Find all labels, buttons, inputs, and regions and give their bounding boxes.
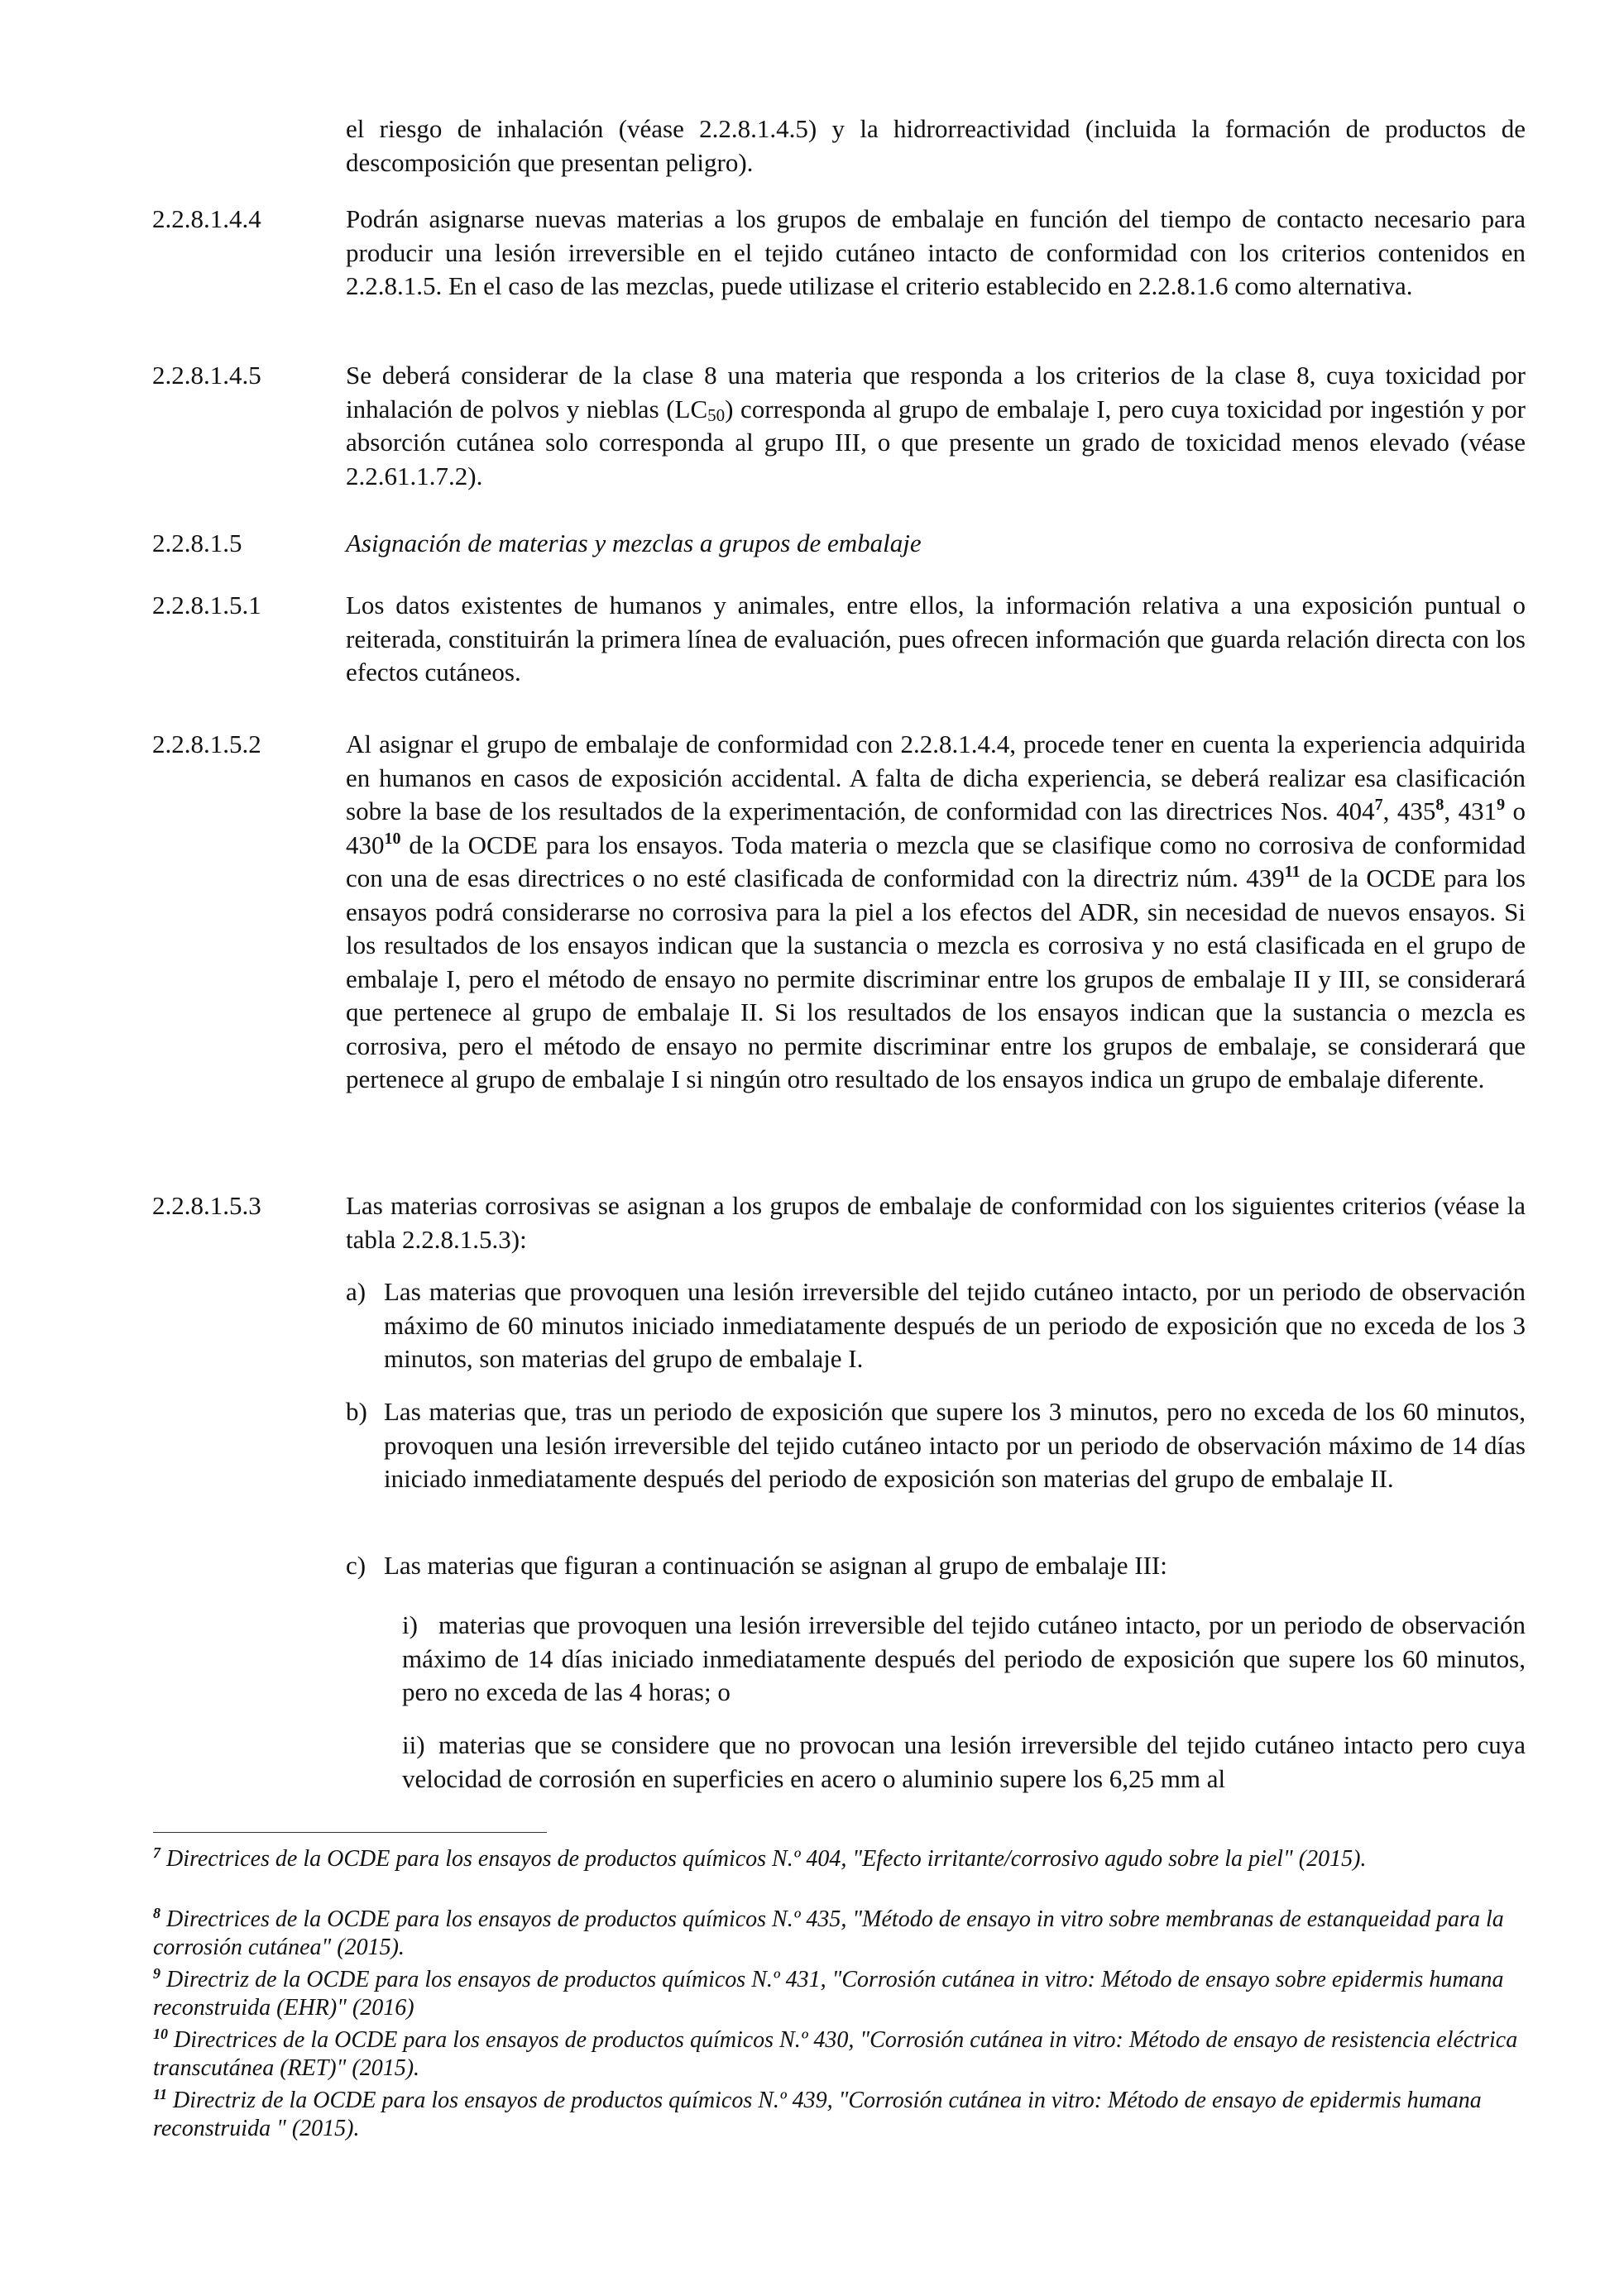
section-number: 2.2.8.1.5.2 — [152, 729, 261, 758]
section-text: Se deberá considerar de la clase 8 una materia que responda a los criterios de la clase 8, cuya toxicidad por inhalación de polvos y nieblas $(LC_{50})$ corresponda al grupo de embalaje I, pero cuya toxicidad por ingestión y por absorción cutánea solo corresponda al grupo III, o que presente un grado de toxicidad menos elevado (véase 2.2.61.1.7.2). — [346, 361, 1526, 490]
footnote-ref-10: 10 — [384, 829, 401, 848]
section-number: 2.2.8.1.5 — [152, 529, 242, 557]
list-text: materias que provoquen una lesión irreversible del tejido cutáneo intacto, por un periodo de observación máximo de 14 días iniciado inmediatamente después del periodo de exposición que supere los 60 minutos, pero no exceda de las 4 horas; o — [402, 1610, 1526, 1706]
list-label: b) — [346, 1397, 367, 1426]
section-heading: Asignación de materias y mezclas a grupos de embalaje — [346, 529, 922, 557]
footnote-8: $^8$ Directrices de la OCDE para los ensayos de productos químicos N.º 435, "Método de ensayo in vitro sobre membranas de estanqueidad para la corrosión cutánea" (2015). — [153, 1905, 1504, 1960]
section-number: 2.2.8.1.5.1 — [152, 591, 261, 619]
section-text: Al asignar el grupo de embalaje de conformidad con 2.2.8.1.4.4, procede tener en cuenta la experiencia adquirida en humanos en casos de exposición accidental. A falta de dicha experiencia, se deberá realizar esa clasificación sobre la base de los resultados de la experimentación, de conformidad con las directrices Nos. $404^7$, $435^8$, $431^9$ o $430^{10}$ de la OCDE para los ensayos. Toda materia o mezcla que se clasifique como no corrosiva de conformidad con una de esas directrices o no esté clasificada de conformidad con la directriz núm. $439^{11}$ de la OCDE para los ensayos podrá considerarse no corrosiva para la piel a los efectos del ADR, sin necesidad de nuevos ensayos. Si los resultados de los ensayos indican que la sustancia o mezcla es corrosiva y no está clasificada en el grupo de embalaje I, pero el método de ensayo no permite discriminar entre los grupos de embalaje II y III, se considerará que pertenece al grupo de embalaje II. Si los resultados de los ensayos indican que la sustancia o mezcla es corrosiva, pero el método de ensayo no permite discriminar entre los grupos de embalaje, se considerará que pertenece al grupo de embalaje I si ningún otro resultado de los ensayos indica un grupo de embalaje diferente. — [346, 729, 1526, 1093]
list-label: a) — [346, 1277, 366, 1306]
footnote-ref-9: 9 — [1497, 796, 1506, 814]
footnote-ref-8: 8 — [1435, 796, 1444, 814]
footnote-separator — [153, 1832, 547, 1833]
list-text: Las materias que figuran a continuación se asignan al grupo de embalaje III: — [384, 1551, 1167, 1580]
footnote-10: $^{10}$ Directrices de la OCDE para los ensayos de productos químicos N.º 430, "Corrosión cutánea in vitro: Método de ensayo de resistencia eléctrica transcutánea (RET)" (2015). — [153, 2026, 1518, 2081]
section-number: 2.2.8.1.4.4 — [152, 204, 261, 233]
subscript-50: 50 — [707, 404, 726, 425]
list-text: Las materias que, tras un periodo de exposición que supere los 3 minutos, pero no exceda de los 60 minutos, provoquen una lesión irreversible del tejido cutáneo intacto por un periodo de observación máximo de 14 días iniciado inmediatamente después del periodo de exposición son materias del grupo de embalaje II. — [384, 1397, 1526, 1493]
section-number: 2.2.8.1.4.5 — [152, 361, 261, 390]
footnote-number: 10 — [153, 2026, 168, 2042]
footnote-7: $^7$ Directrices de la OCDE para los ensayos de productos químicos N.º 404, "Efecto irritante/corrosivo agudo sobre la piel" (2015). — [153, 1844, 1367, 1872]
list-text: Las materias que provoquen una lesión irreversible del tejido cutáneo intacto, por un periodo de observación máximo de 60 minutos iniciado inmediatamente después de un periodo de exposición que no exceda de los 3 minutos, son materias del grupo de embalaje I. — [384, 1277, 1526, 1373]
section-text: Podrán asignarse nuevas materias a los grupos de embalaje en función del tiempo de contacto necesario para producir una lesión irreversible en el tejido cutáneo intacto de conformidad con los criterios contenidos en 2.2.8.1.5. En el caso de las mezclas, puede utilizase el criterio establecido en 2.2.8.1.6 como alternativa. — [346, 204, 1526, 300]
list-label: i) — [402, 1610, 418, 1639]
list-label: ii) — [402, 1730, 425, 1759]
footnote-ref-11: 11 — [1284, 863, 1301, 881]
footnote-number: 7 — [153, 1844, 160, 1861]
list-text: materias que se considere que no provocan una lesión irreversible del tejido cutáneo intacto pero cuya velocidad de corrosión en superficies en acero o aluminio supere los 6,25 mm al — [402, 1730, 1526, 1793]
section-text: Las materias corrosivas se asignan a los grupos de embalaje de conformidad con los siguientes criterios (véase la tabla 2.2.8.1.5.3): — [346, 1191, 1526, 1254]
list-label: c) — [346, 1551, 366, 1580]
footnote-9: $^9$ Directriz de la OCDE para los ensayos de productos químicos N.º 431, "Corrosión cutánea in vitro: Método de ensayo sobre epidermis humana reconstruida (EHR)" (2016) — [153, 1965, 1504, 2021]
section-number: 2.2.8.1.5.3 — [152, 1191, 261, 1220]
footnote-number: 9 — [153, 1965, 160, 1982]
footnote-11: $^{11}$ Directriz de la OCDE para los ensayos de productos químicos N.º 439, "Corrosión cutánea in vitro: Método de ensayo de epidermis humana reconstruida " (2015). — [153, 2086, 1482, 2141]
section-text: Los datos existentes de humanos y animales, entre ellos, la información relativa a una exposición puntual o reiterada, constituirán la primera línea de evaluación, pues ofrecen información que guarda relación directa con los efectos cutáneos. — [346, 591, 1526, 686]
continuation-text: el riesgo de inhalación (véase 2.2.8.1.4.5) y la hidrorreactividad (incluida la formación de productos de descomposición que presentan peligro). — [346, 114, 1526, 177]
footnote-number: 11 — [153, 2086, 168, 2102]
footnote-ref-7: 7 — [1374, 796, 1383, 814]
footnote-number: 8 — [153, 1905, 160, 1921]
